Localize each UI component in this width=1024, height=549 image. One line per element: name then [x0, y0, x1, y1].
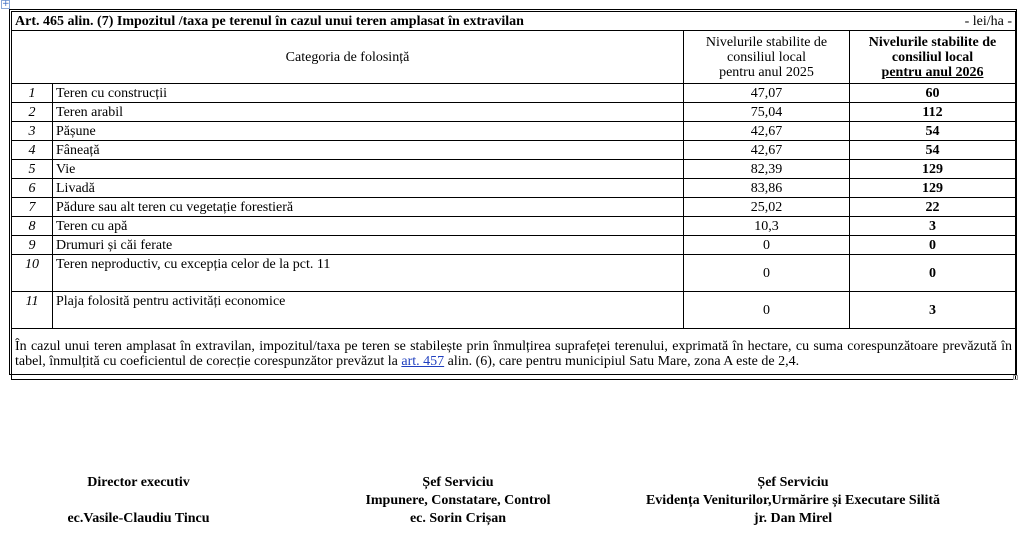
- row-value-2025: 82,39: [684, 160, 850, 179]
- table-body: [12, 84, 1016, 329]
- header-2026-line3: pentru anul 2026: [881, 64, 984, 80]
- table-move-handle-icon[interactable]: +: [2, 0, 10, 9]
- note-row: [12, 329, 1016, 380]
- row-value-2026: 129: [850, 179, 1016, 198]
- header-levels-2025: [684, 31, 850, 84]
- note-cell: [12, 329, 1016, 380]
- sef1-name: ec. Sorin Crișan: [409, 511, 507, 526]
- tax-table-frame: [9, 9, 1017, 375]
- row-category: Vie: [53, 160, 684, 179]
- director-title: Director executiv: [87, 475, 190, 490]
- row-value-2026: 112: [850, 103, 1016, 122]
- header-2025-line3: pentru anul 2025: [719, 64, 814, 80]
- row-number: 1: [12, 84, 53, 103]
- table-resize-handle[interactable]: [1013, 375, 1018, 380]
- row-value-2026: 22: [850, 198, 1016, 217]
- row-value-2025: 0: [684, 236, 850, 255]
- table-row: [12, 84, 1016, 103]
- table-row: [12, 198, 1016, 217]
- row-number: 11: [12, 292, 53, 329]
- header-2026-line1: Nivelurile stabilite de: [868, 34, 997, 50]
- header-row: [12, 31, 1016, 84]
- sef2-title: Șef Serviciu: [757, 475, 829, 490]
- row-number: 7: [12, 198, 53, 217]
- row-number: 10: [12, 255, 53, 292]
- art-457-link[interactable]: art. 457: [401, 354, 445, 369]
- row-value-2026: 60: [850, 84, 1016, 103]
- row-number: 5: [12, 160, 53, 179]
- row-value-2025: 83,86: [684, 179, 850, 198]
- table-row: [12, 179, 1016, 198]
- unit-label: - lei/ha -: [964, 13, 1013, 29]
- sef2-name: jr. Dan Mirel: [753, 511, 833, 526]
- table-row: [12, 160, 1016, 179]
- table-title-cell: [12, 12, 1016, 31]
- row-value-2025: 42,67: [684, 122, 850, 141]
- row-number: 6: [12, 179, 53, 198]
- row-category: Teren cu construcții: [53, 84, 684, 103]
- row-category: Drumuri și căi ferate: [53, 236, 684, 255]
- row-value-2025: 47,07: [684, 84, 850, 103]
- director-name: ec.Vasile-Claudiu Tincu: [67, 511, 210, 526]
- note-text-after: alin. (6), care pentru municipiul Satu Mare, zona A este de 2,4.: [444, 354, 800, 369]
- signature-director: [56, 474, 221, 528]
- row-value-2025: 10,3: [684, 217, 850, 236]
- row-value-2026: 0: [850, 255, 1016, 292]
- table-row: [12, 236, 1016, 255]
- row-category: Livadă: [53, 179, 684, 198]
- row-number: 3: [12, 122, 53, 141]
- sef1-title: Șef Serviciu: [422, 475, 494, 490]
- table-row: [12, 217, 1016, 236]
- row-category: Pădure sau alt teren cu vegetație forestieră: [53, 198, 684, 217]
- row-value-2025: 42,67: [684, 141, 850, 160]
- header-levels-2026: [850, 31, 1016, 84]
- row-category: Teren cu apă: [53, 217, 684, 236]
- signature-sef-impunere: [318, 474, 598, 528]
- row-value-2026: 129: [850, 160, 1016, 179]
- row-number: 9: [12, 236, 53, 255]
- row-value-2026: 54: [850, 141, 1016, 160]
- header-2025-line2: consiliul local: [727, 49, 806, 65]
- table-row: [12, 103, 1016, 122]
- header-2026-line2: consiliul local: [891, 49, 974, 65]
- note-text-before: În cazul unui teren amplasat în extravilan, impozitul/taxa pe teren se stabilește prin înmulțirea suprafeței terenului, exprimată în hectare, cu suma corespunzătoare prevăzută în tabel, înmulțită cu coeficientul de corecție corespunzător prevăzut la: [15, 339, 1013, 369]
- row-value-2025: 0: [684, 255, 850, 292]
- row-value-2026: 3: [850, 217, 1016, 236]
- sef2-department: Evidența Veniturilor,Urmărire și Executare Silită: [645, 493, 941, 508]
- table-row: [12, 255, 1016, 292]
- table-row: [12, 122, 1016, 141]
- sef1-department: Impunere, Constatare, Control: [365, 493, 551, 508]
- row-category: Teren arabil: [53, 103, 684, 122]
- row-value-2025: 75,04: [684, 103, 850, 122]
- row-value-2026: 0: [850, 236, 1016, 255]
- row-number: 8: [12, 217, 53, 236]
- row-value-2026: 3: [850, 292, 1016, 329]
- row-number: 2: [12, 103, 53, 122]
- row-value-2025: 25,02: [684, 198, 850, 217]
- row-value-2025: 0: [684, 292, 850, 329]
- header-category: Categoria de folosință: [12, 31, 684, 84]
- row-category: Plaja folosită pentru activități economice: [53, 292, 684, 329]
- table-title-row: [12, 12, 1016, 31]
- row-category: Pășune: [53, 122, 684, 141]
- table-row: [12, 292, 1016, 329]
- row-value-2026: 54: [850, 122, 1016, 141]
- header-2025-line1: Nivelurile stabilite de: [705, 34, 828, 50]
- tax-table: [11, 11, 1016, 380]
- row-number: 4: [12, 141, 53, 160]
- row-category: Teren neproductiv, cu excepția celor de la pct. 11: [53, 255, 684, 292]
- signature-sef-evidenta: [598, 474, 988, 528]
- table-title: Art. 465 alin. (7) Impozitul /taxa pe terenul în cazul unui teren amplasat în extravilan: [15, 13, 524, 29]
- row-category: Fâneață: [53, 141, 684, 160]
- table-row: [12, 141, 1016, 160]
